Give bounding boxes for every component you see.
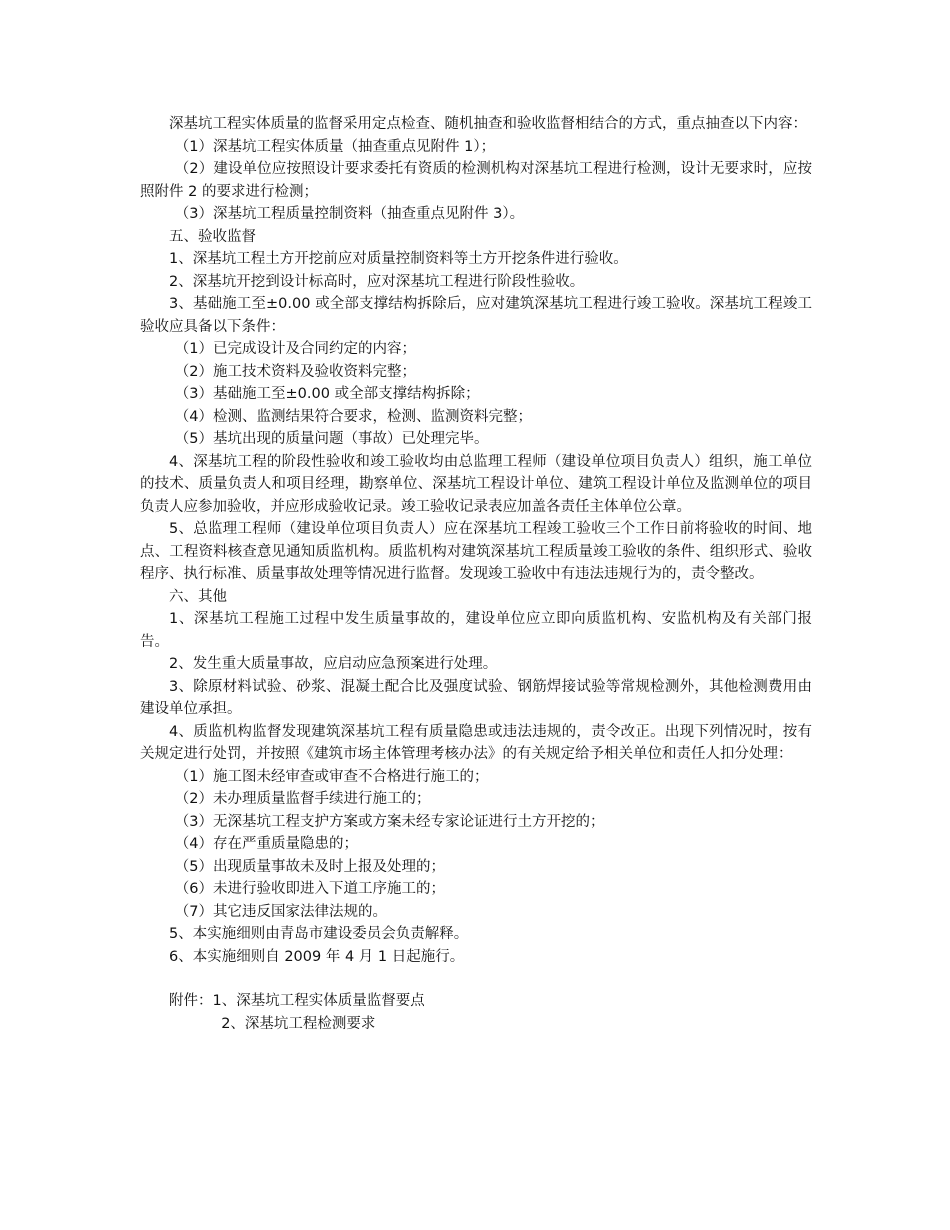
paragraph: 6、本实施细则自 2009 年 4 月 1 日起施行。 — [169, 948, 465, 965]
attachment-line: 附件：1、深基坑工程实体质量监督要点 — [169, 993, 425, 1009]
section-heading: 五、验收监督 — [169, 228, 256, 245]
list-item: （1）深基坑工程实体质量（抽查重点见附件 1）； — [174, 138, 496, 155]
list-item: （3）无深基坑工程支护方案或方案未经专家论证进行土方开挖的； — [174, 813, 605, 830]
paragraph: 3、除原材料试验、砂浆、混凝土配合比及强度试验、钢筋焊接试验等常规检测外，其他检测费用由建设单位承担。 — [140, 678, 812, 717]
attachment-line: 2、深基坑工程检测要求 — [221, 1015, 376, 1032]
paragraph: 3、基础施工至±0.00 或全部支撑结构拆除后，应对建筑深基坑工程进行竣工验收。深基坑工程竣工验收应具备以下条件： — [140, 296, 812, 335]
list-item: （1）已完成设计及合同约定的内容； — [174, 341, 417, 357]
list-item: （5）出现质量事故未及时上报及处理的； — [174, 858, 446, 875]
list-item: （7）其它违反国家法律法规的。 — [174, 903, 388, 920]
paragraph: 1、深基坑工程施工过程中发生质量事故的，建设单位应立即向质监机构、安监机构及有关部门报告。 — [140, 611, 812, 650]
list-item: （4）检测、监测结果符合要求，检测、监测资料完整； — [174, 408, 533, 425]
list-item: （1）施工图未经审查或审查不合格进行施工的； — [174, 768, 489, 785]
list-item: （5）基坑出现的质量问题（事故）已处理完毕。 — [174, 431, 489, 447]
list-item: （2）建设单位应按照设计要求委托有资质的检测机构对深基坑工程进行检测，设计无要求时，应按照附件 2 的要求进行检测； — [140, 161, 812, 200]
list-item: （2）施工技术资料及验收资料完整； — [174, 363, 417, 380]
list-item: （3）基础施工至±0.00 或全部支撑结构拆除； — [174, 386, 480, 402]
section-heading: 六、其他 — [169, 588, 227, 605]
list-item: （6）未进行验收即进入下道工序施工的； — [174, 881, 446, 897]
paragraph: 2、发生重大质量事故，应启动应急预案进行处理。 — [169, 656, 498, 672]
list-item: （3）深基坑工程质量控制资料（抽查重点见附件 3）。 — [174, 206, 525, 222]
paragraph: 5、本实施细则由青岛市建设委员会负责解释。 — [169, 926, 469, 942]
document-body — [140, 113, 812, 1035]
paragraph: 5、总监理工程师（建设单位项目负责人）应在深基坑工程竣工验收三个工作日前将验收的时间、地点、工程资料核查意见通知质监机构。质监机构对建筑深基坑工程质量竣工验收的条件、组织形式、验收程序、执行标准、质量事故处理等情况进行监督。发现竣工验收中有违法违规行为的，责令整改。 — [140, 521, 812, 582]
paragraph: 4、深基坑工程的阶段性验收和竣工验收均由总监理工程师（建设单位项目负责人）组织，施工单位的技术、质量负责人和项目经理，勘察单位、深基坑工程设计单位、建筑工程设计单位及监测单位的项目负责人应参加验收，并应形成验收记录。竣工验收记录表应加盖各责任主体单位公章。 — [140, 453, 812, 515]
list-item: （2）未办理质量监督手续进行施工的； — [174, 791, 431, 807]
paragraph: 2、深基坑开挖到设计标高时，应对深基坑工程进行阶段性验收。 — [169, 273, 585, 290]
paragraph: 1、深基坑工程土方开挖前应对质量控制资料等土方开挖条件进行验收。 — [169, 251, 628, 267]
list-item: （4）存在严重质量隐患的； — [174, 836, 359, 852]
spacer — [140, 968, 812, 990]
paragraph: 4、质监机构监督发现建筑深基坑工程有质量隐患或违法违规的，责令改正。出现下列情况时，按有关规定进行处罚，并按照《建筑市场主体管理考核办法》的有关规定给予相关单位和责任人扣分处理： — [140, 723, 812, 762]
paragraph: 深基坑工程实体质量的监督采用定点检查、随机抽查和验收监督相结合的方式，重点抽查以下内容： — [169, 116, 807, 132]
